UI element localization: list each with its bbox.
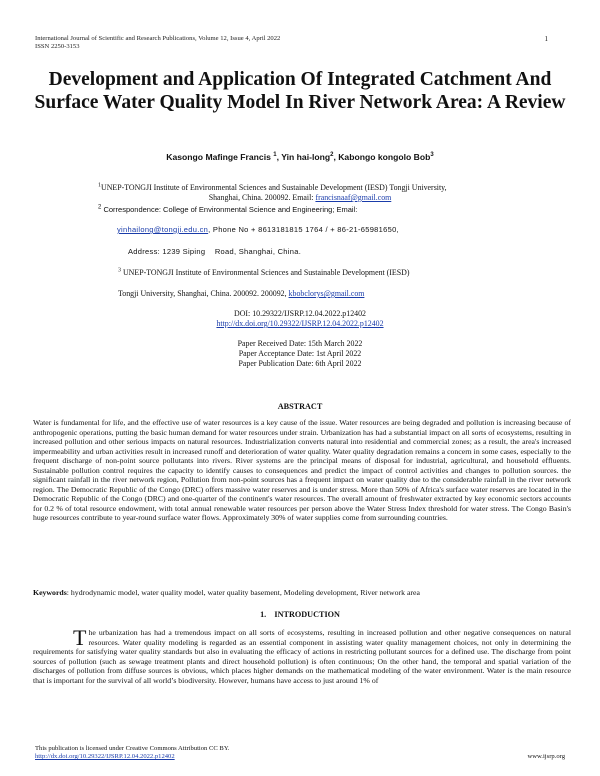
abstract-heading: ABSTRACT: [277, 402, 323, 411]
publication-date: Paper Publication Date: 6th April 2022: [238, 359, 362, 368]
email-link[interactable]: kbobclorys@gmail.com: [288, 289, 365, 298]
author-list: Kasongo Mafinge Francis $^1$, Yin hai-long$^2$, Kabongo kongolo Bob$^3$: [166, 152, 434, 162]
author-sup: 3: [430, 152, 434, 159]
keywords: [33, 588, 573, 597]
author-sup: 1: [273, 152, 277, 159]
affiliation-3-line2: Tongji University, Shanghai, China. 200092. 200092, kbobclorys@gmail.com: [118, 289, 365, 298]
page-number: 1: [544, 35, 548, 43]
paper-title: Development and Application Of Integrated Catchment And Surface Water Quality Model In River Network Area: A Review: [34, 69, 566, 113]
affiliation-3: $^3$ UNEP-TONGJI Institute of Environmental Sciences and Sustainable Development (IESD): [118, 267, 410, 277]
introduction-body: [33, 625, 571, 685]
email-link[interactable]: francisnaaf@gmail.com: [315, 193, 392, 202]
keywords-list: : hydrodynamic model, water quality model, water quality basement, Modeling development, River network area: [66, 588, 420, 597]
author-name: Kasongo Mafinge Francis: [166, 152, 271, 162]
acceptance-date: Paper Acceptance Date: 1st April 2022: [238, 349, 362, 358]
license-note: This publication is licensed under Creative Commons Attribution CC BY.: [35, 745, 230, 752]
received-date: Paper Received Date: 15th March 2022: [237, 339, 363, 348]
keywords-label: Keywords: [33, 588, 67, 597]
journal-header: International Journal of Scientific and Research Publications, Volume 12, Issue 4, April 2022: [35, 35, 281, 42]
author-name: Kabongo kongolo Bob: [338, 152, 431, 162]
affiliation-2-address: Address: 1239 Siping Road, Shanghai, China.: [128, 247, 302, 256]
affiliation-2: $^2$ Correspondence: College of Environmental Science and Engineering; Email:: [98, 204, 358, 214]
site-url[interactable]: www.ijsrp.org: [527, 753, 565, 760]
section-heading: 1. INTRODUCTION: [260, 610, 340, 619]
author-name: Yin hai-long: [281, 152, 331, 162]
drop-cap: T: [73, 625, 87, 650]
footer-doi-link: http://dx.doi.org/10.29322/IJSRP.12.04.2022.p12402: [35, 753, 175, 760]
email-link[interactable]: yinhailong@tongji.edu.cn: [117, 225, 209, 234]
affiliation-1: $^1$UNEP-TONGJI Institute of Environmental Sciences and Sustainable Development (IESD) Tongji University,: [98, 182, 447, 192]
introduction-text: he urbanization has had a tremendous impact on all sorts of ecosystems, resulting in increased pollution and other negative consequences on natural resources. Water quality modeling is regarded as an essential component in assisting water quality management choices, not only in determining the requirements for satisfying water quality standards but also in evaluating the efficacy of actions in restricting pollutant sources for a defined use. The discharge from point sources of pollution (such as sewage treatment plants and direct household pollution) is often continuous; On the other hand, the temporal and spatial variation of the discharges of pollution from diffuse sources is obvious, which places higher demands on the mathematical modeling of the water environment. Water is the main resource that is important for the survival of all world’s biodiversity. However, humans have access to just around 1% of: [33, 628, 571, 685]
author-sup: 2: [330, 152, 334, 159]
abstract-body: Water is fundamental for life, and the effective use of water resources is a key cause of the issue. Water resources are being degraded and pollution is increasing because of anthropogenic operations, putting the basic human demand for water resources under strain. Urbanization has had a substantial impact on all sorts of ecosystems, resulting in increased pollution and other serious impacts on natural resources. Industrialization converts natural into residential and commercial zones; as a result, the area's increased impermeability and urban activities result in increased runoff and deterioration of water quality. Water quality degradation remains a concern in some cases, especially to the frequent discharge of non-point source pollutants into rivers. River systems are the principal means of disposal for industrial, agricultural, and household effluents. Sustainable pollution control requires the capacity to identify causes to consequences and predict the impact of control activities and changes to pollution sources. the significant rainfall in the river network region, Pollution from non-point sources has a frequent impact on water quality due to the considerable rainfall in the river network region. The Democratic Republic of the Congo (DRC) offers massive water reserves and is under stress. More than 50% of Africa's surface water reserves are located in the Democratic Republic of the Congo (DRC) and one-quarter of the continent's water resources. The overall amount of freshwater extracted by key economic sectors accounts for 0.2 % of total resource endowment, with total annual renewable water resources per person above the Water Stress Index threshold for water stress. The Congo Basin's huge resources contribute to year-round surface water flows. Approximately 30% of water supplies come from surrounding countries.: [33, 418, 571, 523]
doi-text: DOI: 10.29322/IJSRP.12.04.2022.p12402: [234, 309, 366, 318]
affiliation-1-line2: Shanghai, China. 200092. Email: francisnaaf@gmail.com: [208, 193, 392, 202]
doi-link: http://dx.doi.org/10.29322/IJSRP.12.04.2022.p12402: [216, 319, 384, 328]
issn: ISSN 2250-3153: [35, 43, 80, 50]
affiliation-2-contact: yinhailong@tongji.edu.cn, Phone No + 8613181815 1764 / + 86-21-65981650,: [117, 225, 399, 234]
